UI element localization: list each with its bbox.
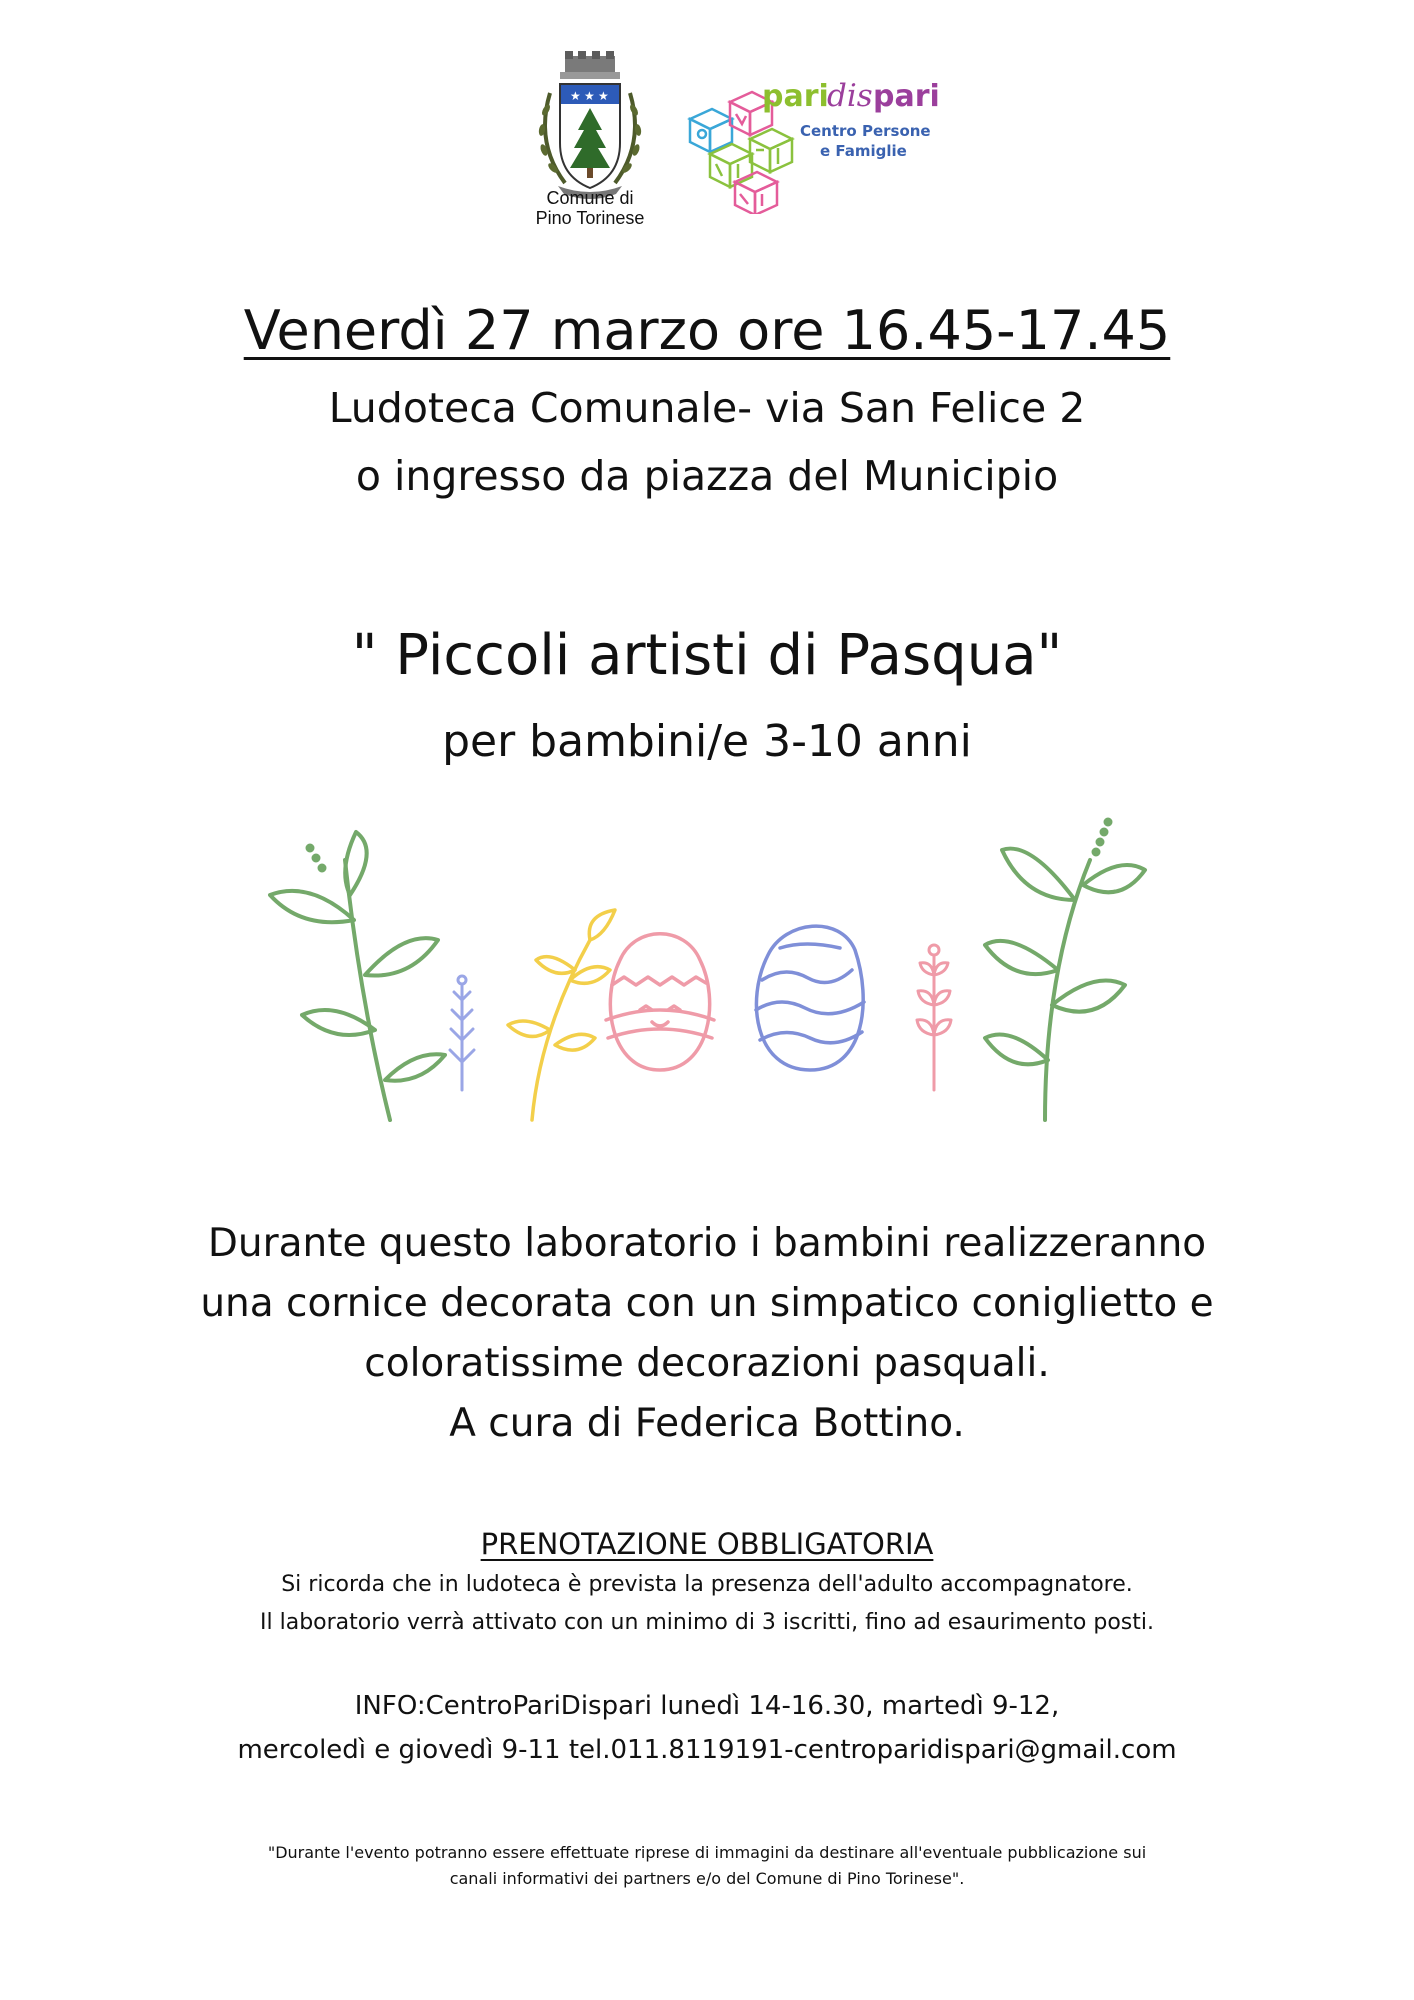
pink-sprig-icon [917,945,951,1090]
event-location-line2: o ingresso da piazza del Municipio [355,452,1059,500]
blue-egg-icon [756,926,864,1070]
green-branch-left-icon [270,832,445,1120]
comune-caption-line2: Pino Torinese [535,208,645,228]
pari-dispari-logo [680,64,940,214]
pd-word-dis: dis [827,78,873,114]
comune-caption [500,188,680,228]
event-age-range: per bambini/e 3-10 anni [442,716,972,767]
booking-note1: Si ricorda che in ludoteca è prevista la presenza dell'adulto accompagnatore. [281,1572,1133,1597]
pd-subtitle2: e Famiglie [820,142,907,160]
easter-illustration [240,800,1180,1130]
event-date-time: Venerdì 27 marzo ore 16.45-17.45 [243,299,1171,362]
svg-text:★: ★ [598,89,609,103]
svg-text:★: ★ [584,89,595,103]
description-line1: Durante questo laboratorio i bambini realizzeranno [207,1221,1207,1266]
green-branch-right-icon [985,820,1145,1121]
booking-heading: PRENOTAZIONE OBBLIGATORIA [480,1527,934,1561]
blue-sprig-icon [450,976,474,1090]
info-line1: INFO:CentroPariDispari lunedì 14-16.30, martedì 9-12, [354,1691,1060,1721]
svg-text:★: ★ [570,89,581,103]
yellow-branch-icon [508,910,615,1120]
pd-subtitle1: Centro Persone [800,122,931,140]
event-title: " Piccoli artisti di Pasqua" [351,623,1063,688]
comune-caption-line1: Comune di [546,188,634,208]
description-line2: una cornice decorata con un simpatico coniglietto e [200,1281,1214,1326]
info-line2: mercoledì e giovedì 9-11 tel.011.8119191-centroparidispari@gmail.com [237,1735,1177,1765]
shield-icon [560,84,620,188]
description-line4: A cura di Federica Bottino. [449,1401,965,1446]
pd-word-pari1: pari [762,79,829,114]
crown-icon [560,51,620,79]
event-location-line1: Ludoteca Comunale- via San Felice 2 [328,384,1086,432]
pd-word-pari2: pari [873,79,940,114]
pink-egg-icon [606,934,714,1070]
footer-disclaimer-line1: "Durante l'evento potranno essere effettuate riprese di immagini da destinare all'eventuale pubblicazione sui [267,1843,1147,1862]
footer-disclaimer-line2: canali informativi dei partners e/o del Comune di Pino Torinese". [449,1869,965,1888]
description-line3: coloratissime decorazioni pasquali. [364,1341,1050,1386]
booking-note2: Il laboratorio verrà attivato con un minimo di 3 iscritti, fino ad esaurimento posti. [260,1610,1154,1635]
